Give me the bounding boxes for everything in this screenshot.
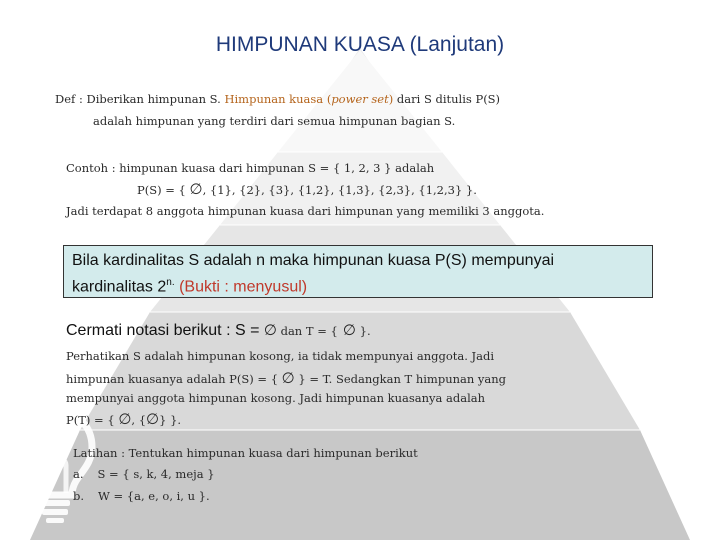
callout-cardinality: kardinalitas 2 — [72, 278, 167, 296]
exercise-item-b — [73, 489, 210, 503]
callout-proof: (Bukti : menyusul) — [174, 278, 308, 296]
notation-heading-text: Cermati notasi berikut : S = — [66, 322, 264, 339]
exercise-title: Latihan : Tentukan himpunan kuasa dari himpunan berikut — [73, 446, 418, 460]
notation-pt-mid: , { — [131, 413, 147, 427]
example-ps-prefix: P(S) = { — [137, 183, 186, 197]
example-line-3: Jadi terdapat 8 anggota himpunan kuasa dari himpunan yang memiliki 3 anggota. — [66, 204, 545, 218]
empty-set-symbol: ∅ — [281, 369, 295, 387]
notation-pt-prefix: P(T) = { — [66, 413, 115, 427]
cardinality-callout — [63, 245, 653, 298]
notation-ps-suffix: } = T. Sedangkan T himpunan yang — [294, 372, 507, 386]
notation-line-3: mempunyai anggota himpunan kosong. Jadi himpunan kuasanya adalah — [66, 391, 486, 405]
page-title: HIMPUNAN KUASA (Lanjutan) — [215, 33, 505, 56]
empty-set-symbol: ∅ — [342, 321, 356, 339]
notation-line-4 — [66, 410, 181, 428]
exercise-item-text: S = { s, k, 4, meja } — [97, 467, 215, 481]
empty-set-symbol: ∅ — [189, 180, 203, 198]
notation-heading — [66, 320, 371, 340]
empty-set-symbol: ∅ — [118, 410, 132, 428]
definition-term-close: ) — [388, 92, 394, 106]
definition-prefix: Def : Diberikan himpunan S. — [55, 92, 225, 106]
definition-term: Himpunan kuasa ( — [224, 92, 332, 106]
exercise-item-text: W = {a, e, o, i, u }. — [98, 489, 210, 503]
callout-line-2 — [72, 272, 644, 298]
definition-term-en: power set — [331, 92, 389, 106]
notation-ps-prefix: himpunan kuasanya adalah P(S) = { — [66, 372, 279, 386]
example-line-1: Contoh : himpunan kuasa dari himpunan S = { 1, 2, 3 } adalah — [66, 161, 435, 175]
callout-line-1: Bila kardinalitas S adalah n maka himpunan kuasa P(S) mempunyai — [72, 252, 555, 269]
notation-pt-suffix: } }. — [159, 413, 182, 427]
exercise-item-label: b. — [73, 489, 85, 503]
empty-set-symbol: ∅ — [146, 410, 160, 428]
definition-suffix: dari S ditulis P(S) — [393, 92, 501, 106]
notation-line-2 — [66, 369, 506, 387]
exercise-item-a — [73, 467, 215, 481]
notation-t-def: dan T = { — [276, 324, 338, 338]
definition-line-2: adalah himpunan yang terdiri dari semua himpunan bagian S. — [93, 114, 456, 128]
notation-t-close: }. — [355, 324, 371, 338]
exercise-item-label: a. — [73, 467, 84, 481]
callout-exponent: n. — [166, 277, 175, 288]
example-line-2 — [137, 180, 477, 198]
notation-line-1: Perhatikan S adalah himpunan kosong, ia tidak mempunyai anggota. Jadi — [66, 349, 495, 363]
example-ps-suffix: , {1}, {2}, {3}, {1,2}, {1,3}, {2,3}, {1,2,3} }. — [202, 183, 477, 197]
empty-set-symbol: ∅ — [263, 321, 277, 339]
definition-line-1 — [55, 92, 500, 106]
